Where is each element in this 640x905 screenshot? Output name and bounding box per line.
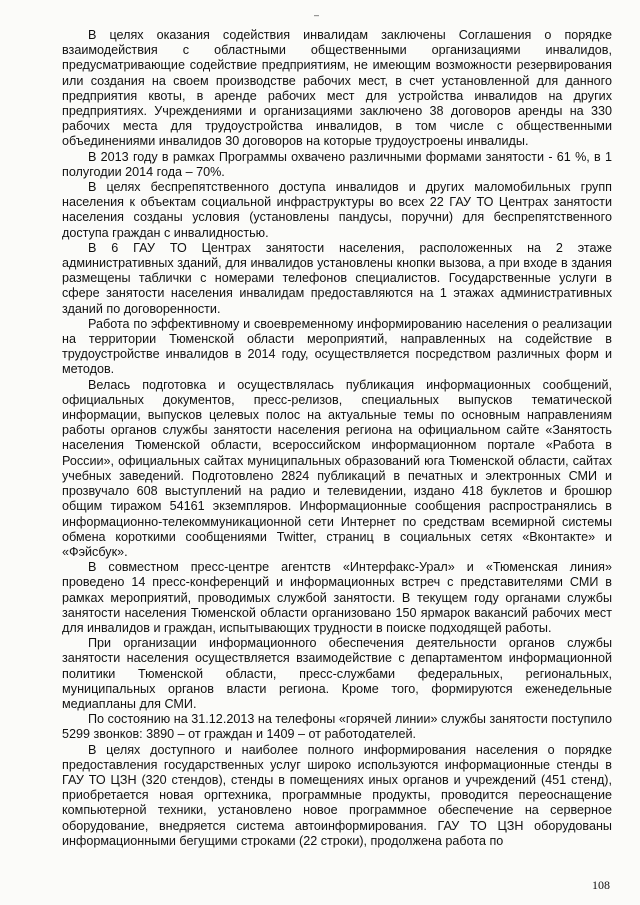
page-number: 108 xyxy=(592,878,610,892)
paragraph: В целях оказания содействия инвалидам заключены Соглашения о порядке взаимодействия с областными общественными организациями инвалидов, предусматривающие содействие предприятиям, не имеющим возможности резервирования или создания на своем производстве рабочих мест, в счет установленной для данного предприятия квоты, в аренде рабочих мест для устройства инвалидов на других предприятиях. Учреждениями и организациями заключено 38 договоров аренды на 330 рабочих места для трудоустройства инвалидов, в том числе с общественными объединениями инвалидов 30 договоров на которые трудоустроены инвалиды. xyxy=(62,28,612,149)
paragraph: В 6 ГАУ ТО Центрах занятости населения, расположенных на 2 этаже административных зданий, для инвалидов установлены кнопки вызова, а при входе в здания размещены таблички с номерами телефонов специалистов. Государственные услуги в сфере занятости населения инвалидам предоставляются на 1 этажах административных зданий по договоренности. xyxy=(62,240,612,316)
paragraph: В целях доступного и наиболее полного информирования населения о порядке предоставления государственных услуг широко используются информационные стенды в ГАУ ТО ЦЗН (320 стендов), стенды в помещениях иных органов и учреждений (451 стенд), приобретается новая оргтехника, программные продукты, проводится переоснащение компьютерной техники, установлено новое программное обеспечение на серверное оборудование, внедряется система автоинформирования. ГАУ ТО ЦЗН оборудованы информационными бегущими строками (22 строки), продолжена работа по xyxy=(62,742,612,848)
paragraph: В целях беспрепятственного доступа инвалидов и других маломобильных групп населения к объектам социальной инфраструктуры во всех 22 ГАУ ТО Центрах занятости населения созданы условия (установлены пандусы, поручни) для беспрепятственного доступа граждан с инвалидностью. xyxy=(62,180,612,240)
document-body xyxy=(62,28,612,849)
paragraph: Работа по эффективному и своевременному информированию населения о реализации на территории Тюменской области мероприятий, направленных на содействие в трудоустройстве инвалидов в 2014 году, осуществляется посредством различных форм и методов. xyxy=(62,316,612,377)
paragraph: По состоянию на 31.12.2013 на телефоны «горячей линии» службы занятости поступило 5299 звонков: 3890 – от граждан и 1409 – от работодателей. xyxy=(62,712,612,742)
paragraph: В 2013 году в рамках Программы охвачено различными формами занятости - 61 %, в 1 полугодии 2014 года – 70%. xyxy=(62,149,612,179)
page-top-mark: – xyxy=(314,10,320,20)
paragraph: В совместном пресс-центре агентств «Интерфакс-Урал» и «Тюменская линия» проведено 14 пресс-конференций и информационных встреч с представителями СМИ в рамках мероприятий, проводимых службой занятости. В текущем году органами службы занятости населения Тюменской области организовано 150 ярмарок вакансий рабочих мест для инвалидов и граждан, испытывающих трудности в поиске подходящей работы. xyxy=(62,560,612,635)
paragraph: Велась подготовка и осуществлялась публикация информационных сообщений, официальных документов, пресс-релизов, специальных выпусков тематической информации, выпусков целевых полос на актуальные темы по основным направлениям работы органов службы занятости населения региона на официальном сайте «Занятость населения Тюменской области, всероссийском информационном портале «Работа в России», официальных сайтах муниципальных образований юга Тюменской области, сайтах учебных заведений. Подготовлено 2824 публикаций в печатных и электронных СМИ и прозвучало 608 выступлений на радио и телевидении, издано 418 буклетов и брошюр общим тиражом 54161 экземпляров. Информационные сообщения распространялись в информационно-телекоммуникационной сети Интернет по средствам всемирной системы обмена короткими сообщениями Twitter, страниц в социальных сетях «Вконтакте» и «Фэйсбук». xyxy=(62,377,612,559)
paragraph: При организации информационного обеспечения деятельности органов службы занятости населения осуществляется взаимодействие с департаментом информационной политики Тюменской области, пресс-службами федеральных, региональных, муниципальных органов власти региона. Кроме того, формируются еженедельные медиапланы для СМИ. xyxy=(62,636,612,711)
